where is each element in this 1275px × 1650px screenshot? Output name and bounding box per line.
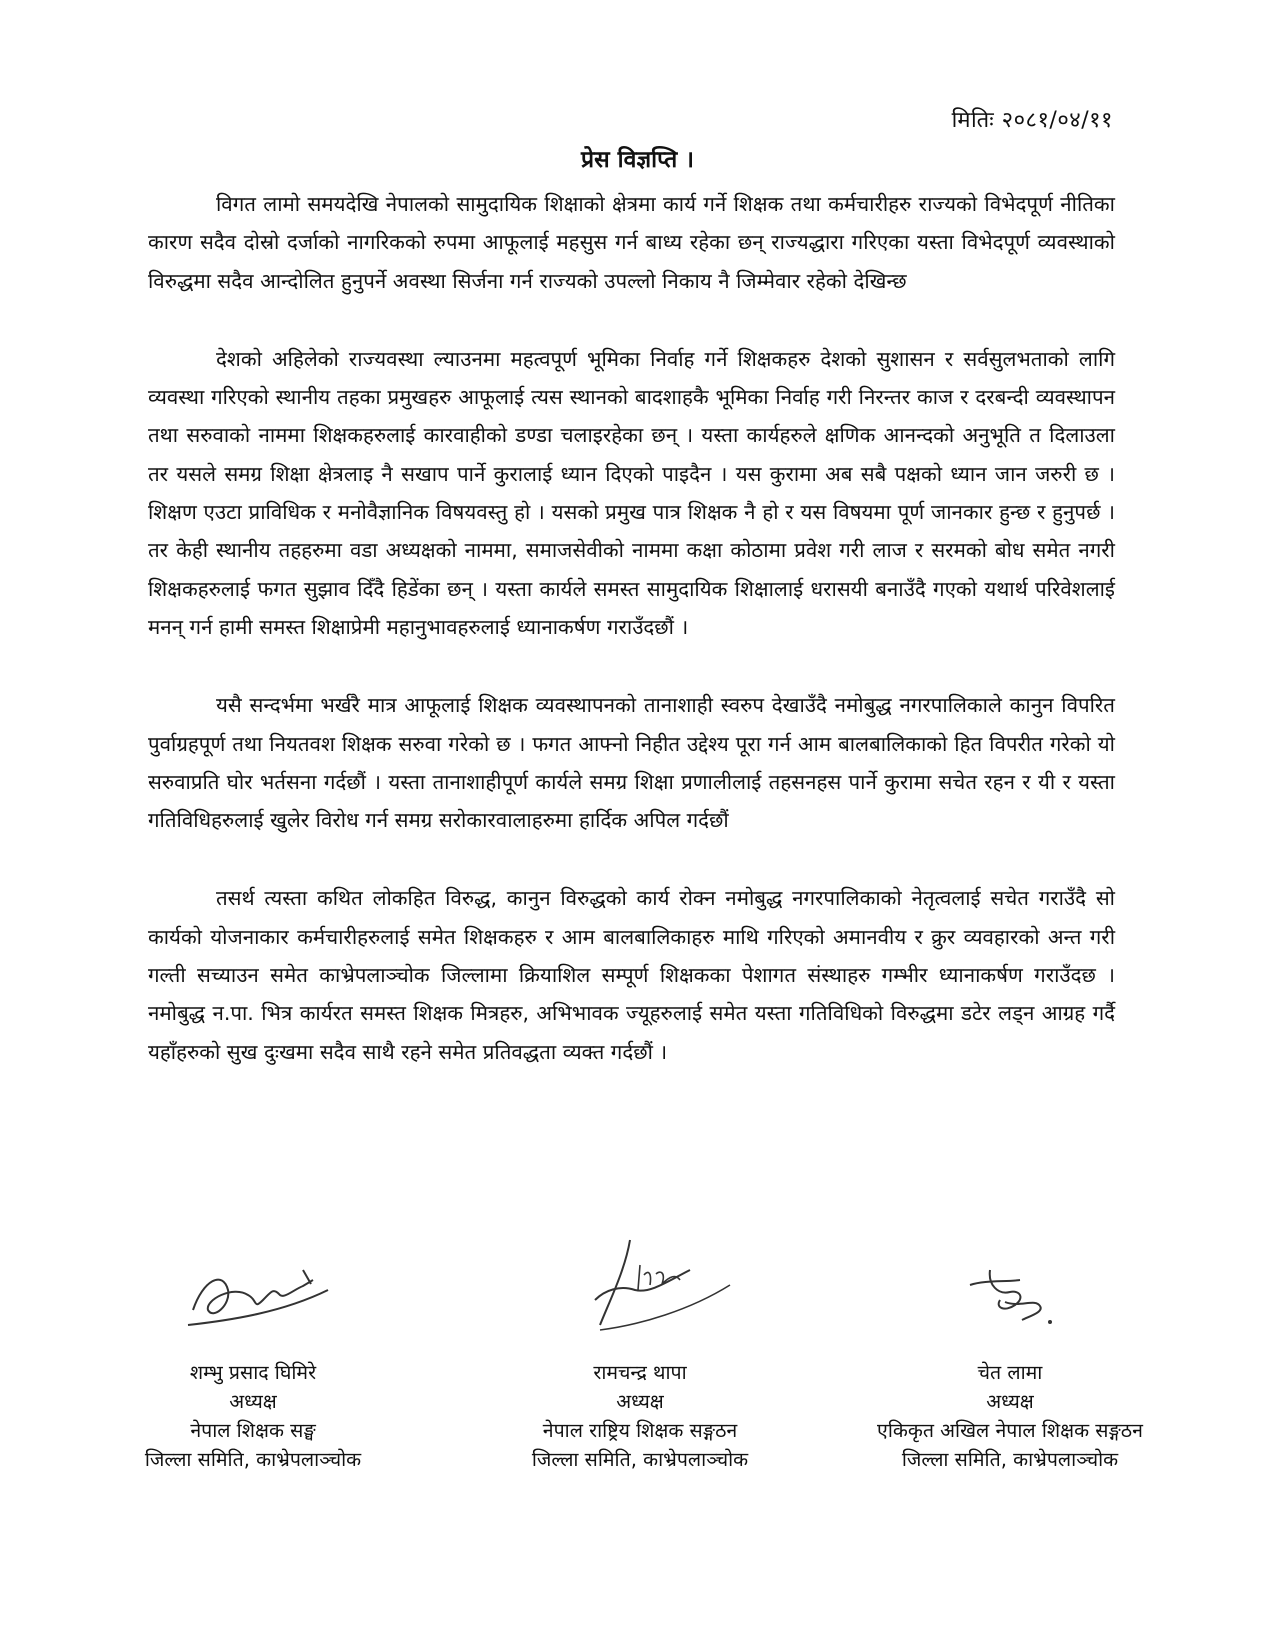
document-title: प्रेस विज्ञप्ति । [580, 147, 694, 173]
signatory-3-name: चेत लामा [977, 1361, 1043, 1384]
signatory-1 [88, 1250, 418, 1474]
signatory-3-role: अध्यक्ष [986, 1390, 1034, 1413]
paragraph-2: देशको अहिलेको राज्यवस्था ल्याउनमा महत्वपूर्ण भूमिका निर्वाह गर्ने शिक्षकहरु देशको सुशासन र सर्वसुलभताको लागि व्यवस्था गरिएको स्थानीय तहका प्रमुखहरु आफूलाई त्यस स्थानको बादशाहकै भूमिका निर्वाह गरी निरन्तर काज र दरबन्दी व्यवस्थापन तथा सरुवाको नाममा शिक्षकहरुलाई कारवाहीको डण्डा चलाइरहेका छन् । यस्ता कार्यहरुले क्षणिक आनन्दको अनुभूति त दिलाउला तर यसले समग्र शिक्षा क्षेत्रलाइ नै सखाप पार्ने कुरालाई ध्यान दिएको पाइदैन । यस कुरामा अब सबै पक्षको ध्यान जान जरुरी छ । शिक्षण एउटा प्राविधिक र मनोवैज्ञानिक विषयवस्तु हो । यसको प्रमुख पात्र शिक्षक नै हो र यस विषयमा पूर्ण जानकार हुन्छ र हुनुपर्छ । तर केही स्थानीय तहहरुमा वडा अध्यक्षको नाममा, समाजसेवीको नाममा कक्षा कोठामा प्रवेश गरी लाज र सरमको बोध समेत नगरी शिक्षकहरुलाई फगत सुझाव दिँदै हिडेंका छन् । यस्ता कार्यले समस्त सामुदायिक शिक्षालाई धरासयी बनाउँदै गएको यथार्थ परिवेशलाई मनन् गर्न हामी समस्त शिक्षाप्रेमी महानुभावहरुलाई ध्यानाकर्षण गराउँदछौं । [148, 346, 1115, 639]
signatory-2-committee: जिल्ला समिति, काभ्रेपलाञ्चोक [531, 1448, 749, 1471]
signatory-2-org: नेपाल राष्ट्रिय शिक्षक सङ्गठन [542, 1419, 738, 1442]
signatory-3-org: एकिकृत अखिल नेपाल शिक्षक सङ्गठन [877, 1419, 1143, 1442]
signatory-1-role: अध्यक्ष [229, 1390, 277, 1413]
signature-2-icon [540, 1210, 740, 1340]
paragraph-3: यसै सन्दर्भमा भर्खरै मात्र आफूलाई शिक्षक व्यवस्थापनको तानाशाही स्वरुप देखाउँदै नमोबुद्ध नगरपालिकाले कानुन विपरित पुर्वाग्रहपूर्ण तथा नियतवश शिक्षक सरुवा गरेको छ । फगत आफ्नो निहीत उद्देश्य पूरा गर्न आम बालबालिकाको हित विपरीत गरेको यो सरुवाप्रति घोर भर्तसना गर्दछौं । यस्ता तानाशाहीपूर्ण कार्यले समग्र शिक्षा प्रणालीलाई तहसनहस पार्ने कुरामा सचेत रहन र यी र यस्ता गतिविधिहरुलाई खुलेर विरोध गर्न समग्र सरोकारवालाहरुमा हार्दिक अपिल गर्दछौं [148, 693, 1115, 833]
signatory-3 [845, 1250, 1175, 1474]
signatory-1-org: नेपाल शिक्षक सङ्घ [190, 1419, 316, 1442]
signatory-1-committee: जिल्ला समिति, काभ्रेपलाञ्चोक [144, 1448, 362, 1471]
signature-3-icon [910, 1250, 1110, 1340]
signatory-2-name: रामचन्द्र थापा [593, 1361, 687, 1384]
signatory-3-committee: जिल्ला समिति, काभ्रेपलाञ्चोक [901, 1448, 1119, 1471]
date-line: मितिः २०८१/०४/११ [951, 108, 1113, 133]
document-body [148, 185, 1115, 1111]
signature-1-icon [153, 1250, 353, 1340]
signatory-2-role: अध्यक्ष [616, 1390, 664, 1413]
signatory-2 [475, 1250, 805, 1474]
paragraph-1: विगत लामो समयदेखि नेपालको सामुदायिक शिक्षाको क्षेत्रमा कार्य गर्ने शिक्षक तथा कर्मचारीहरु राज्यको विभेदपूर्ण नीतिका कारण सदैव दोस्रो दर्जाको नागरिकको रुपमा आफूलाई महसुस गर्न बाध्य रहेका छन् राज्यद्धारा गरिएका यस्ता विभेदपूर्ण व्यवस्थाको विरुद्धमा सदैव आन्दोलित हुनुपर्ने अवस्था सिर्जना गर्न राज्यको उपल्लो निकाय नै जिम्मेवार रहेको देखिन्छ [148, 192, 1115, 293]
signatory-1-name: शम्भु प्रसाद घिमिरे [189, 1361, 317, 1384]
paragraph-4: तसर्थ त्यस्ता कथित लोकहित विरुद्ध, कानुन विरुद्धको कार्य रोक्न नमोबुद्ध नगरपालिकाको नेतृत्वलाई सचेत गराउँदै सो कार्यको योजनाकार कर्मचारीहरुलाई समेत शिक्षकहरु र आम बालबालिकाहरु माथि गरिएको अमानवीय र क्रुर व्यवहारको अन्त गरी गल्ती सच्याउन समेत काभ्रेपलाञ्चोक जिल्लामा क्रियाशिल सम्पूर्ण शिक्षकका पेशागत संस्थाहरु गम्भीर ध्यानाकर्षण गराउँदछ । नमोबुद्ध न.पा. भित्र कार्यरत समस्त शिक्षक मित्रहरु, अभिभावक ज्यूहरुलाई समेत यस्ता गतिविधिको विरुद्धमा डटेर लड्न आग्रह गर्दै यहाँहरुको सुख दुःखमा सदैव साथै रहने समेत प्रतिवद्धता व्यक्त गर्दछौं । [148, 886, 1115, 1064]
